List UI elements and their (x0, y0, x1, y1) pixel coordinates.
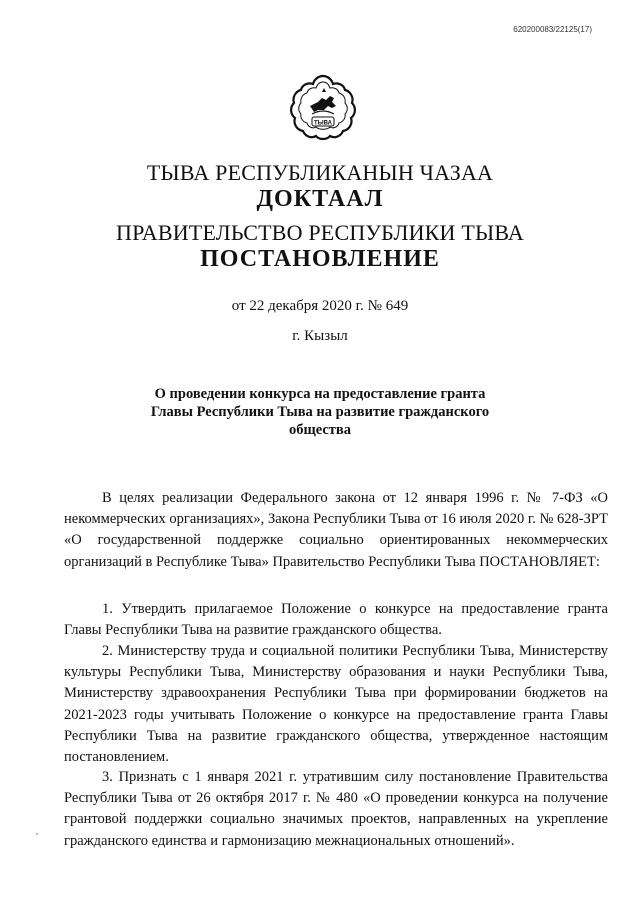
document-number: 620200083/22125(17) (513, 25, 592, 34)
tuvan-decree-title: ДОКТААЛ (256, 186, 384, 212)
clause-3-paragraph: 3. Признать с 1 января 2021 г. утратившим силу постановление Правительства Республики Тыва от 26 октября 2017 г. № 480 «О проведении конкурса на получение грантовой поддержки социально значимых проектов, направленных на укрепление гражданского единства и гармонизацию межнациональных отношений». (64, 769, 608, 849)
russian-decree-title: ПОСТАНОВЛЕНИЕ (200, 246, 440, 272)
margin-mark (36, 833, 38, 835)
date-line: от 22 декабря 2020 г. № 649 (231, 298, 409, 314)
clause-2-paragraph: 2. Министерству труда и социальной политики Республики Тыва, Министерству культуры Республики Тыва, Министерству образования и науки Республики Тыва, Министерству здравоохранения Республики Тыва при формировании бюджетов на 2021-2023 годы учитывать Положение о конкурсе на предоставление гранта Главы Республики Тыва на развитие гражданского общества, утвержденное настоящим постановлением. (64, 643, 608, 766)
emblem-text: ТЫВА (314, 120, 332, 127)
coat-of-arms-icon (288, 72, 358, 142)
tuvan-government-title: ТЫВА РЕСПУБЛИКАНЫН ЧАЗАА (146, 160, 494, 185)
city-line: г. Кызыл (292, 328, 348, 344)
preamble-paragraph: В целях реализации Федерального закона от 12 января 1996 г. № 7-ФЗ «О некоммерческих организациях», Закона Республики Тыва от 16 июля 2020 г. № 628-ЗРТ «О государственной поддержке социально ориентированных некоммерческих организаций в Республике Тыва» Правительство Республики Тыва ПОСТАНОВЛЯЕТ: (64, 490, 608, 570)
russian-government-title: ПРАВИТЕЛЬСТВО РЕСПУБЛИКИ ТЫВА (116, 220, 524, 245)
clause-1-paragraph: 1. Утвердить прилагаемое Положение о конкурсе на предоставление гранта Главы Республики Тыва на развитие гражданского общества. (64, 601, 608, 639)
subject-heading: О проведении конкурса на предоставление гранта Главы Республики Тыва на развитие гражданского общества (150, 386, 490, 438)
